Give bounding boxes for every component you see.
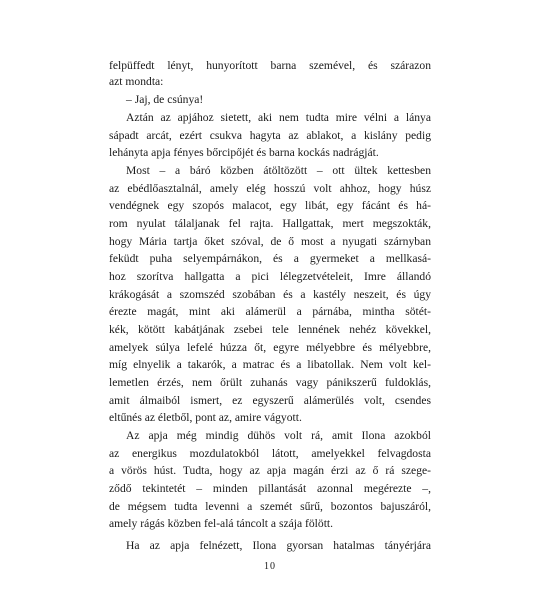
text-line: amelyek súlya lefelé húzza őt, egyre mélyebbre és mélyebbre, [109, 341, 431, 354]
paragraph-first-line: Aztán az apjához sietett, aki nem tudta mire vélni a lánya [126, 111, 431, 124]
page-number: 10 [264, 561, 276, 572]
text-line: ződő tekintetét – minden pillantását azonnal megérezte –, [109, 482, 431, 495]
text-line: de mégsem tudta levenni a szemét sűrű, bozontos bajuszáról, [109, 500, 431, 513]
text-line: lemetlen érzés, nem őrült zuhanás vagy pánikszerű fuldoklás, [109, 376, 431, 389]
text-line: az ebédlőasztalnál, amely elég hosszú volt ahhoz, hogy húsz [109, 182, 431, 195]
text-line: azt mondta: [109, 75, 164, 88]
text-line: míg elnyelik a takarók, a matrac és a libatollak. Nem volt kel- [109, 358, 431, 371]
text-line: krákogását a szomszéd szobában és a kastély neszeit, és úgy [109, 288, 431, 301]
text-line: rom nyulat tálaljanak fel rajta. Hallgattak, mert megszokták, [109, 217, 431, 230]
text-line: amely rágás közben fel-alá táncolt a szája fölött. [109, 517, 334, 530]
text-line: kék, kötött kabátjának zsebei tele lennének nehéz kövekkel, [109, 323, 431, 336]
paragraph-first-line: Ha az apja felnézett, Ilona gyorsan hatalmas tányérjára [126, 539, 431, 552]
text-line: felpüffedt lényt, hunyorított barna szemével, és szárazon [109, 59, 431, 72]
text-line: amit álmaiból ismert, ez egyszerű alámerülés volt, csendes [109, 394, 431, 407]
text-line: a vörös húst. Tudta, hogy az apja magán érzi az ő rá szege- [109, 464, 431, 477]
text-line: vendégnek egy szopós malacot, egy libát, egy fácánt és há- [109, 199, 431, 212]
dialogue-line: – Jaj, de csúnya! [126, 93, 204, 106]
paragraph-first-line: Az apja még mindig dühös volt rá, amit Ilona azokból [126, 429, 431, 442]
text-line: az energikus mozdulatokból látott, amelyekkel felvagdosta [109, 447, 431, 460]
text-line: sápadt arcát, ezért csukva hagyta az ablakot, a kislány pedig [109, 129, 431, 142]
text-line: érezte magát, mint aki alámerül a párnába, mintha sötét- [109, 305, 431, 318]
text-line: lehányta apja fényes bőrcipőjét és barna kockás nadrágját. [109, 146, 379, 159]
text-line: eltűnés az életből, pont az, amire vágyott. [109, 411, 302, 424]
text-line: hoz szorítva hallgatta a pici lélegzetvételeit, Imre állandó [109, 270, 431, 283]
text-line: feküdt puha selyempárnákon, és a gyermeket a mellkasá- [109, 252, 431, 265]
paragraph-first-line: Most – a báró közben átöltözött – ott ültek kettesben [126, 164, 431, 177]
text-line: hogy Mária tartja őket szóval, de ő most a nyugati szárnyban [109, 235, 431, 248]
